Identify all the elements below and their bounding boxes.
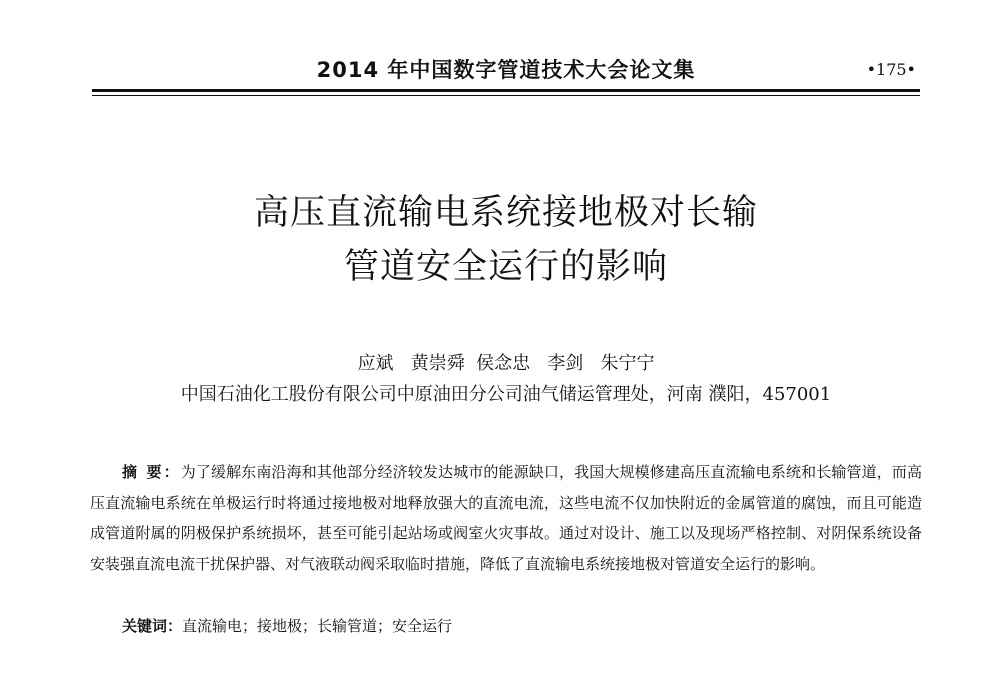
paper-title [92, 186, 920, 294]
header-rule-thin [92, 95, 920, 96]
affiliation: 中国石油化工股份有限公司中原油田分公司油气储运管理处，河南 濮阳，457001 [180, 384, 832, 405]
paper-title-line1: 高压直流输电系统接地极对长输 [253, 193, 758, 233]
page-number: •175• [866, 60, 916, 79]
keywords-label: 关键词： [122, 617, 183, 635]
author-list: 应斌 黄崇舜 侯念忠 李剑 朱宁宁 [357, 353, 655, 374]
running-title: 2014 年中国数字管道技术大会论文集 [316, 58, 696, 82]
running-header [92, 57, 920, 85]
header-rule-thick [92, 89, 920, 92]
keywords [122, 612, 912, 640]
paper-title-line2: 管道安全运行的影响 [343, 247, 668, 287]
abstract [90, 457, 922, 579]
abstract-text: 为了缓解东南沿海和其他部分经济较发达城市的能源缺口，我国大规模修建高压直流输电系统和长输管道，而高压直流输电系统在单极运行时将通过接地极对地释放强大的直流电流，这些电流不仅加快附近的金属管道的腐蚀，而且可能造成管道附属的阴极保护系统损坏，甚至可能引起站场或阀室火灾事故。通过对设计、施工以及现场严格控制、对阴保系统设备安装强直流电流干扰保护器、对气液联动阀采取临时措施，降低了直流输电系统接地极对管道安全运行的影响。 [90, 463, 922, 573]
abstract-label: 摘 要： [122, 463, 181, 481]
keywords-text: 直流输电；接地极；长输管道；安全运行 [182, 617, 453, 635]
